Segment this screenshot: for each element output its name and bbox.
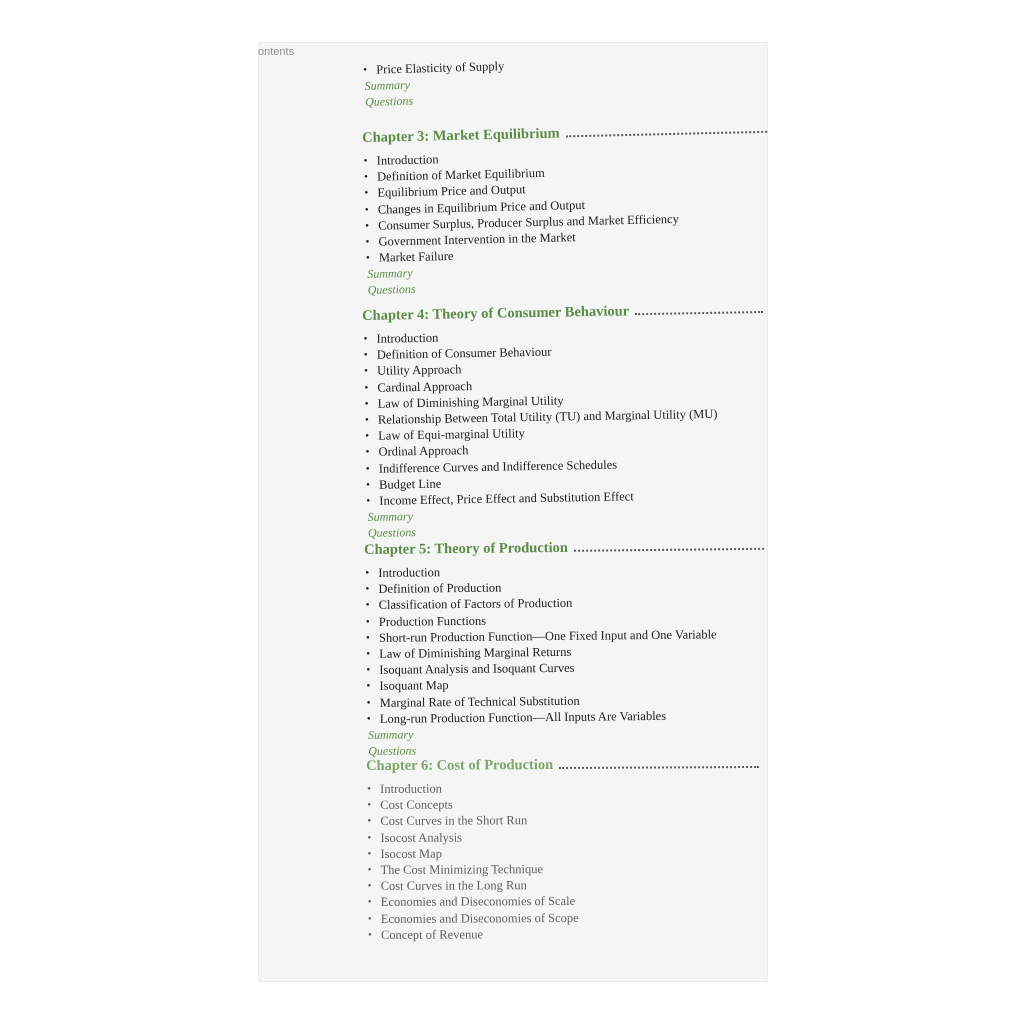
topic-item: • Law of Diminishing Marginal Utility	[378, 387, 768, 412]
topic-item: • Equilibrium Price and Output	[377, 174, 768, 202]
dot-leader	[559, 757, 759, 769]
topic-item: • Cost Curves in the Short Run	[380, 811, 768, 830]
summary-label: Summary	[367, 266, 413, 282]
topic-item: • Budget Line	[379, 468, 768, 493]
dot-leader	[635, 302, 763, 315]
topic-item: • Introduction	[380, 778, 768, 797]
questions-label: Questions	[367, 525, 417, 541]
book-page	[258, 42, 768, 982]
topic-item: • Income Effect, Price Effect and Substitution Effect	[379, 484, 768, 509]
topic-item: • Introduction	[377, 141, 768, 169]
topic-item: • Cost Concepts	[380, 794, 768, 813]
topic-item: • Isocost Analysis	[380, 827, 768, 846]
topic-item: • Changes in Equilibrium Price and Output	[378, 190, 768, 218]
topic-item: • Law of Diminishing Marginal Returns	[379, 641, 768, 663]
dot-leader	[574, 539, 764, 552]
topic-item: • Cardinal Approach	[377, 371, 768, 396]
topic-list	[366, 778, 768, 943]
chapter-6-section	[366, 755, 768, 943]
questions-label: Questions	[367, 282, 416, 298]
topic-item: • Price Elasticity of Supply	[376, 47, 768, 77]
summary-label: Summary	[364, 77, 411, 94]
questions-label: Questions	[364, 93, 414, 110]
topic-item: • Market Failure	[379, 238, 768, 266]
summary-label: Summary	[367, 727, 414, 742]
running-head: ontents	[258, 46, 295, 58]
topic-item: • Marginal Rate of Technical Substitution	[380, 689, 768, 711]
chapter-3-section	[362, 118, 768, 298]
summary-label: Summary	[367, 509, 414, 525]
topic-item: • Definition of Consumer Behaviour	[377, 338, 768, 363]
topic-item: • Law of Equi-marginal Utility	[378, 419, 768, 444]
chapter-4-title: Chapter 4: Theory of Consumer Behaviour	[362, 303, 630, 324]
topic-item: • The Cost Minimizing Technique	[381, 859, 768, 878]
topic-item: • Production Functions	[379, 608, 768, 630]
topic-item: • Utility Approach	[377, 354, 768, 379]
chapter-6-title: Chapter 6: Cost of Production	[366, 757, 554, 774]
chapter-5-section	[364, 537, 768, 759]
topic-item: • Cost Curves in the Long Run	[381, 875, 768, 894]
topic-item: • Definition of Production	[378, 576, 768, 598]
chapter-5-heading	[364, 537, 768, 563]
topic-item: • Introduction	[376, 322, 768, 347]
topic-item: • Isocost Map	[380, 843, 768, 862]
topic-item: • Introduction	[378, 560, 768, 582]
topic-item: • Long-run Production Function—All Inputs Are Variables	[380, 705, 768, 727]
topic-item: • Economies and Diseconomies of Scope	[381, 908, 768, 927]
topic-item: • Isoquant Analysis and Isoquant Curves	[379, 657, 768, 679]
topic-item: • Concept of Revenue	[381, 924, 768, 943]
topic-item: • Relationship Between Total Utility (TU) and Marginal Utility (MU)	[378, 403, 768, 428]
topic-list	[364, 560, 768, 727]
questions-label: Questions	[368, 743, 417, 758]
topic-list	[362, 322, 768, 509]
chapter-5-title: Chapter 5: Theory of Production	[364, 539, 568, 558]
topic-item: • Classification of Factors of Production	[379, 592, 768, 614]
dot-leader	[565, 121, 768, 137]
topic-item: • Definition of Market Equilibrium	[377, 157, 768, 185]
chapter-6-heading	[366, 755, 768, 779]
chapter-4-section	[362, 299, 768, 541]
topic-item: • Short-run Production Function—One Fixed Input and One Variable	[379, 624, 768, 646]
topic-item: • Government Intervention in the Market	[378, 222, 768, 250]
chapter-3-title: Chapter 3: Market Equilibrium	[362, 125, 560, 146]
topic-item: • Indifference Curves and Indifference Schedules	[379, 452, 768, 477]
topic-item: • Isoquant Map	[379, 673, 768, 695]
topic-item: • Economies and Diseconomies of Scale	[381, 892, 768, 911]
topic-item: • Ordinal Approach	[378, 435, 768, 460]
topic-item: • Consumer Surplus, Producer Surplus and Market Efficiency	[378, 206, 768, 234]
chapter-2-continuation	[362, 47, 768, 110]
topic-list	[363, 141, 768, 266]
